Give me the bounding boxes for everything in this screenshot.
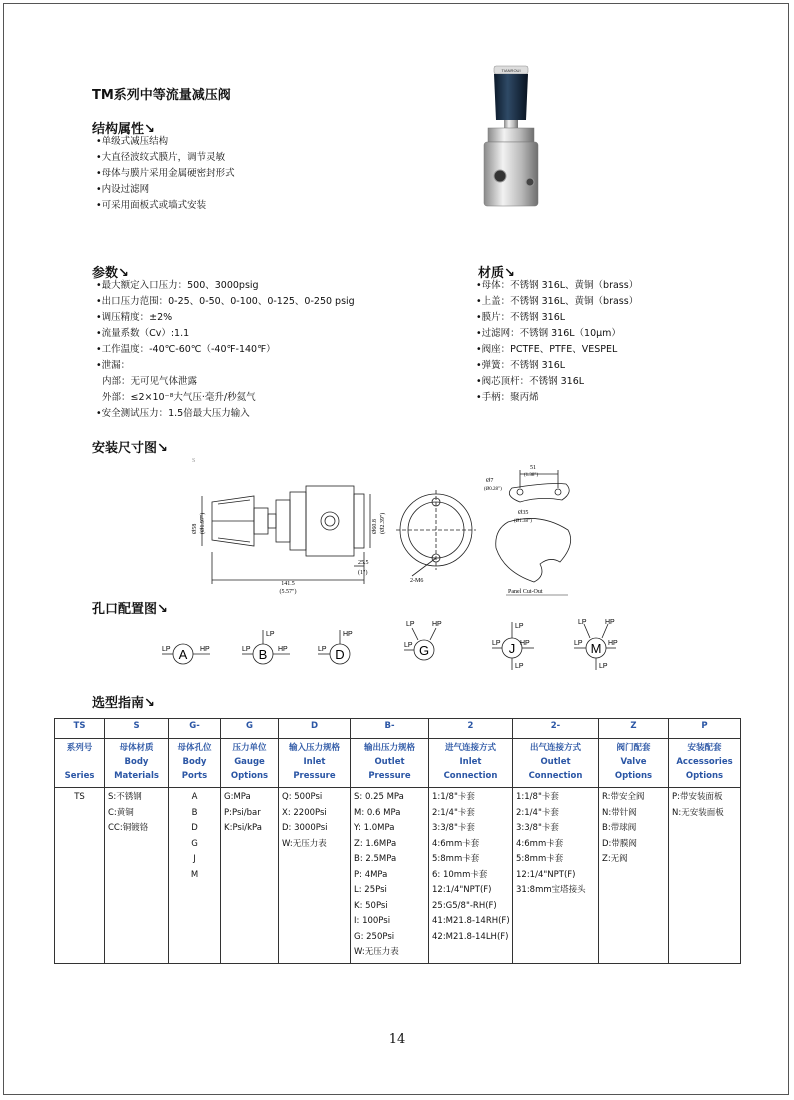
option-item: A — [191, 792, 198, 802]
option-item: N:带针阀 — [602, 807, 637, 818]
list-item: •过滤网：不锈钢 316L（10μm） — [476, 328, 621, 339]
cut-hole: Ø7 — [486, 478, 494, 484]
port-lp-label: LP — [406, 621, 415, 628]
list-item: •流量系数（Cv）:1.1 — [96, 328, 190, 339]
materials-list — [476, 278, 638, 406]
option-item: 12:1/4"NPT(F) — [516, 869, 576, 880]
dim-overall-in: (5.57") — [279, 589, 297, 595]
list-item: •母体与膜片采用金属硬密封形式 — [96, 168, 235, 179]
list-item: •手柄：聚丙烯 — [476, 392, 539, 403]
page-title: TM系列中等流量减压阀 — [92, 88, 231, 103]
port-lp-label: LP — [318, 646, 327, 653]
header-cell: 母体材质 Body Materials — [105, 739, 169, 788]
port-lp-label: LP — [492, 640, 501, 647]
svg-text:TIANROUI: TIANROUI — [501, 68, 521, 73]
dim-overall: 141.5 — [281, 581, 295, 587]
option-item: 6: 10mm卡套 — [432, 869, 488, 880]
panel-label: Panel Cut-Out — [508, 589, 543, 595]
option-item: W:无压力表 — [282, 838, 327, 849]
option-item: 12:1/4"NPT(F) — [432, 885, 492, 895]
option-item: Q: 500Psi — [282, 792, 323, 802]
options-cell-valve — [599, 788, 669, 964]
cut-51-in: (1.38") — [524, 473, 539, 478]
options-cell-body-ports — [169, 788, 221, 964]
option-item: D:带膜阀 — [602, 838, 637, 849]
option-item: 41:M21.8-14RH(F) — [432, 916, 510, 926]
header-cell: 输出压力规格 Outlet Pressure — [351, 739, 429, 788]
list-item: •母体：不锈钢 316L、黄铜（brass） — [476, 280, 639, 291]
list-item: •阀座：PCTFE、PTFE、VESPEL — [476, 344, 618, 355]
option-item: 3:3/8"卡套 — [516, 823, 559, 833]
header-cell: 出气连接方式 Outlet Connection — [513, 739, 599, 788]
list-item: •最大额定入口压力：500、3000psig — [96, 280, 259, 291]
code-cell: Z — [599, 719, 669, 739]
option-item: G — [191, 838, 198, 849]
dim-body-in: (Ø2.39") — [380, 512, 386, 534]
list-item: •工作温度：-40℃-60℃（-40℉-140℉） — [96, 344, 276, 355]
options-cell-accessories — [669, 788, 741, 964]
option-item: M: 0.6 MPa — [354, 807, 401, 818]
option-item: TS — [74, 792, 85, 802]
port-lp-label: LP — [599, 663, 608, 670]
code-cell: G- — [169, 719, 221, 739]
option-item: D — [191, 823, 198, 833]
option-item: G: 250Psi — [354, 931, 395, 942]
list-item: 内部：无可见气体泄露 — [102, 376, 198, 387]
cut-hole-in: (Ø0.28") — [484, 487, 502, 492]
port-hp-label: HP — [278, 646, 288, 653]
port-lp-label: LP — [578, 619, 587, 626]
option-item: D: 3000Psi — [282, 823, 328, 833]
code-row — [55, 719, 741, 739]
option-item: M — [190, 869, 199, 880]
option-item: P:带安装面板 — [672, 792, 723, 802]
list-item: •单级式减压结构 — [96, 136, 169, 147]
port-config-b: B — [258, 647, 268, 662]
code-cell: 2 — [429, 719, 513, 739]
option-item: B:带球阀 — [602, 823, 637, 833]
options-cell-outlet-connection — [513, 788, 599, 964]
params-list — [96, 278, 355, 422]
port-lp-label: LP — [266, 631, 275, 638]
option-item: 5:8mm卡套 — [432, 854, 480, 864]
option-item: K:Psi/kPa — [224, 823, 262, 833]
panel-cutout — [496, 470, 571, 582]
option-item: S:不锈钢 — [108, 792, 142, 802]
installation-drawing — [190, 452, 780, 600]
s-label: S — [192, 458, 196, 464]
header-cell: 母体孔位 Body Ports — [169, 739, 221, 788]
option-item: 4:6mm卡套 — [432, 838, 480, 849]
option-item: 31:8mm宝塔接头 — [516, 885, 586, 895]
port-lp-label: LP — [242, 646, 251, 653]
port-hp-label: HP — [608, 640, 618, 647]
cut-51: 51 — [530, 465, 536, 471]
product-image — [472, 58, 552, 218]
code-cell: D — [279, 719, 351, 739]
option-item: Y: 1.0MPa — [354, 823, 395, 833]
port-config-d: D — [335, 647, 345, 662]
header-cell: 压力单位 Gauge Options — [221, 739, 279, 788]
list-item: •阀芯顶杆：不锈钢 316L — [476, 376, 585, 387]
params-heading: 参数↘ — [92, 266, 129, 281]
options-row — [55, 788, 741, 964]
dim-body: Ø60.8 — [372, 519, 378, 534]
port-config-a: A — [178, 647, 188, 662]
selection-table — [54, 718, 741, 964]
code-cell: P — [669, 719, 741, 739]
side-view — [202, 486, 370, 584]
port-hp-label: HP — [605, 619, 615, 626]
option-item: G:MPa — [224, 792, 251, 802]
list-item: •内设过滤网 — [96, 184, 150, 195]
options-cell-inlet-connection — [429, 788, 513, 964]
dim-left-in: (Ø1.97") — [200, 512, 206, 534]
port-config-j: J — [508, 641, 516, 656]
list-item: 外部：≤2×10⁻⁸大气压·毫升/秒氦气 — [102, 392, 256, 403]
list-item: •大直径波纹式膜片，调节灵敏 — [96, 152, 226, 163]
port-config-g: G — [418, 643, 430, 658]
option-item: S: 0.25 MPa — [354, 792, 404, 802]
front-view — [396, 490, 476, 576]
port-hp-label: HP — [200, 646, 210, 653]
guide-heading: 选型指南↘ — [92, 696, 155, 711]
port-lp-label: LP — [515, 663, 524, 670]
option-item: B — [191, 807, 198, 818]
option-item: X: 2200Psi — [282, 807, 327, 818]
cut-35-in: (Ø1.38") — [514, 519, 532, 524]
option-item: 42:M21.8-14LH(F) — [432, 931, 509, 942]
option-item: J — [193, 854, 196, 864]
option-item: 1:1/8"卡套 — [432, 792, 475, 802]
option-item: Z: 1.6MPa — [354, 838, 397, 849]
options-cell-outlet-pressure — [351, 788, 429, 964]
header-cell: 系列号 Series — [55, 739, 105, 788]
option-item: R:带安全阀 — [602, 792, 645, 802]
list-item: •调压精度：±2% — [96, 312, 173, 323]
port-lp-label: LP — [515, 623, 524, 630]
header-cell: 进气连接方式 Inlet Connection — [429, 739, 513, 788]
dim-left: Ø58 — [192, 523, 198, 534]
option-item: 3:3/8"卡套 — [432, 823, 475, 833]
dim-25-in: (1") — [358, 570, 368, 576]
list-item: •膜片：不锈钢 316L — [476, 312, 566, 323]
code-cell: 2- — [513, 719, 599, 739]
option-item: 4:6mm卡套 — [516, 838, 564, 849]
option-item: 1:1/8"卡套 — [516, 792, 559, 802]
option-item: W:无压力表 — [354, 947, 399, 957]
port-lp-label: LP — [404, 642, 413, 649]
port-lp-label: LP — [162, 646, 171, 653]
install-heading: 安装尺寸图↘ — [92, 441, 168, 456]
structure-heading: 结构属性↘ — [92, 122, 155, 137]
option-item: Z:无阀 — [602, 854, 628, 864]
list-item: •出口压力范围：0-25、0-50、0-100、0-125、0-250 psig — [96, 296, 355, 307]
option-item: P:Psi/bar — [224, 807, 261, 818]
option-item: K: 50Psi — [354, 900, 388, 911]
ports-heading: 孔口配置图↘ — [92, 602, 168, 617]
structure-list — [96, 134, 235, 214]
option-item: 25:G5/8"-RH(F) — [432, 900, 497, 911]
header-cell: 输入压力规格 Inlet Pressure — [279, 739, 351, 788]
list-item: •弹簧：不锈钢 316L — [476, 360, 566, 371]
code-cell: TS — [55, 719, 105, 739]
port-configurations — [150, 612, 630, 672]
list-item: •可采用面板式或墙式安装 — [96, 200, 207, 211]
port-hp-label: HP — [520, 640, 530, 647]
cut-35: Ø35 — [518, 510, 529, 516]
code-cell: S — [105, 719, 169, 739]
option-item: C:黄铜 — [108, 807, 134, 818]
option-item: L: 25Psi — [354, 885, 387, 895]
code-cell: G — [221, 719, 279, 739]
list-item: •上盖：不锈钢 316L、黄铜（brass） — [476, 296, 639, 307]
options-cell-body-materials — [105, 788, 169, 964]
materials-heading: 材质↘ — [478, 266, 515, 281]
option-item: N:无安装面板 — [672, 807, 724, 818]
option-item: P: 4MPa — [354, 869, 388, 880]
option-item: I: 100Psi — [354, 916, 391, 926]
options-cell-series — [55, 788, 105, 964]
option-item: 2:1/4"卡套 — [516, 807, 559, 818]
option-item: 5:8mm卡套 — [516, 854, 564, 864]
list-item: •泄漏： — [96, 360, 131, 371]
option-item: B: 2.5MPa — [354, 854, 397, 864]
m6-label: 2-M6 — [410, 578, 424, 584]
port-hp-label: HP — [343, 631, 353, 638]
header-row — [55, 739, 741, 788]
list-item: •安全测试压力：1.5倍最大压力输入 — [96, 408, 250, 419]
port-config-m: M — [590, 641, 602, 656]
option-item: CC:铜镀铬 — [108, 823, 149, 833]
options-cell-inlet-pressure — [279, 788, 351, 964]
port-lp-label: LP — [574, 640, 583, 647]
option-item: 2:1/4"卡套 — [432, 807, 475, 818]
port-hp-label: HP — [432, 621, 442, 628]
options-cell-gauge — [221, 788, 279, 964]
code-cell: B- — [351, 719, 429, 739]
header-cell: 安装配套 Accessories Options — [669, 739, 741, 788]
page-number: 14 — [388, 1032, 406, 1047]
header-cell: 阀门配套 Valve Options — [599, 739, 669, 788]
dim-25: 25.5 — [358, 560, 369, 566]
